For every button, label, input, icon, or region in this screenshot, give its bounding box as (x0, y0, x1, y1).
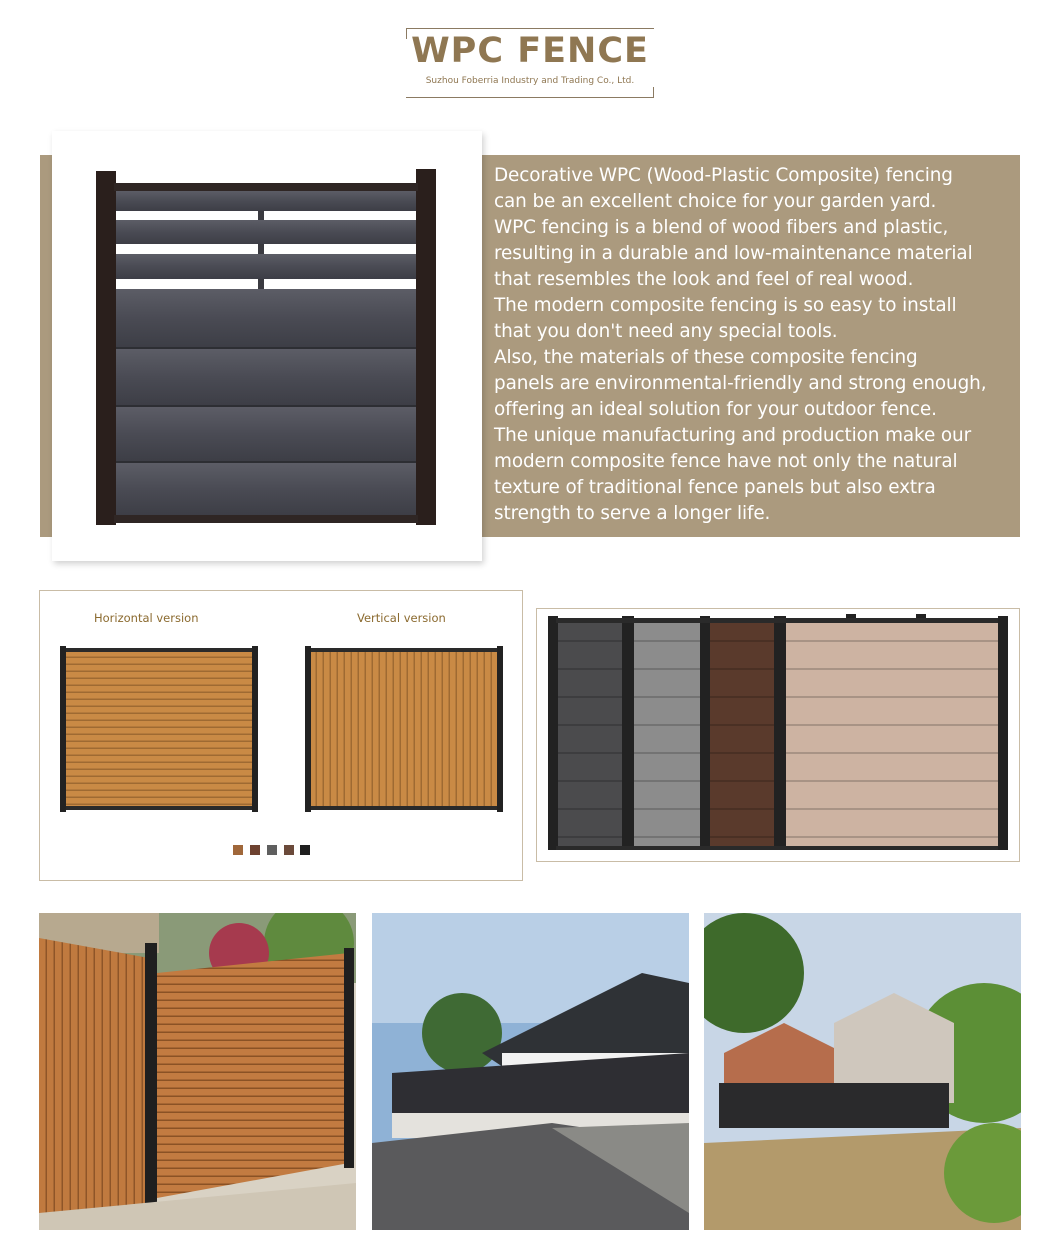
intro-line: that resembles the look and feel of real wood. (494, 269, 914, 290)
color-swatch (233, 845, 243, 855)
intro-line: resulting in a durable and low-maintenance material (494, 243, 973, 264)
yard-fence-photo (704, 913, 1021, 1230)
intro-line: offering an ideal solution for your outdoor fence. (494, 399, 937, 420)
intro-line: The unique manufacturing and production make our (494, 425, 972, 446)
intro-line: modern composite fence have not only the natural (494, 451, 958, 472)
intro-line: that you don't need any special tools. (494, 321, 838, 342)
company-name: Suzhou Foberria Industry and Trading Co., Ltd. (425, 76, 635, 86)
fence-panel-photo-card (52, 131, 482, 561)
intro-line: strength to serve a longer life. (494, 503, 771, 524)
intro-line: Also, the materials of these composite fencing (494, 347, 918, 368)
color-swatch (250, 845, 260, 855)
intro-line: texture of traditional fence panels but also extra (494, 477, 936, 498)
garden-fence-photo (39, 913, 356, 1230)
intro-line: can be an excellent choice for your garden yard. (494, 191, 937, 212)
color-panels-image (546, 614, 1008, 854)
intro-line: The modern composite fencing is so easy to install (494, 295, 957, 316)
fence-panel-image (52, 131, 482, 561)
intro-line: Decorative WPC (Wood-Plastic Composite) fencing (494, 165, 953, 186)
color-swatch (267, 845, 277, 855)
intro-description (494, 163, 1014, 527)
color-swatch (284, 845, 294, 855)
page-title: WPC FENCE (411, 31, 649, 71)
intro-line: panels are environmental-friendly and strong enough, (494, 373, 987, 394)
street-fence-photo (372, 913, 689, 1230)
horizontal-version-label: Horizontal version (94, 611, 199, 625)
intro-line: WPC fencing is a blend of wood fibers and plastic, (494, 217, 949, 238)
color-swatch (300, 845, 310, 855)
horizontal-fence-image (58, 644, 260, 814)
vertical-version-label: Vertical version (357, 611, 446, 625)
vertical-fence-image (303, 644, 505, 814)
